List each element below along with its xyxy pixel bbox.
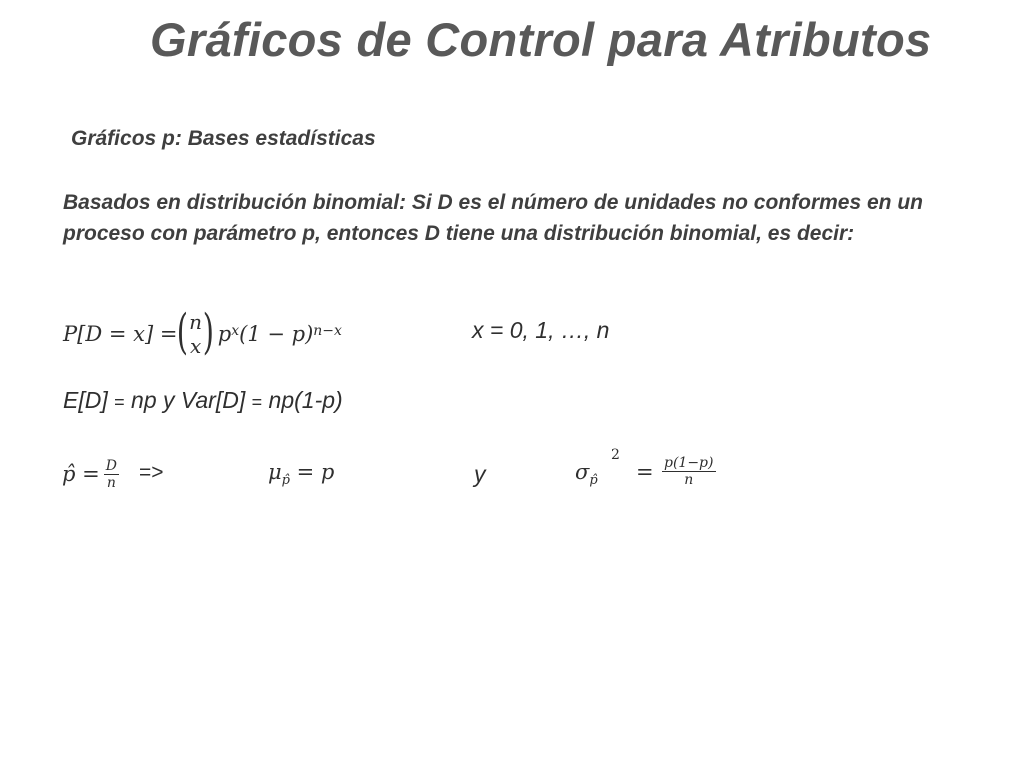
mu-symbol: μ [268,460,282,484]
p-exponent: x [231,323,240,339]
binomial-bottom: x [189,334,202,358]
variance-denominator: n [684,472,694,488]
expectation-equals: = [114,392,125,412]
phat-numerator: D [105,457,117,474]
variance-fraction-inner [662,455,716,488]
expectation-lhs: E[D] [63,387,108,413]
slide-subtitle: Gráficos p: Bases estadísticas [71,127,376,150]
binomial-coefficient [189,310,202,358]
sigma-phat [575,460,598,488]
binomial-formula [63,306,342,362]
sigma-symbol: σ [575,460,590,484]
sigma-exponent: 2 [611,447,620,463]
mean-phat [268,460,335,488]
expectation-rhs: np y Var[D] [131,387,246,413]
p-term: p [217,322,232,346]
variance-rhs: np(1-p) [268,387,343,413]
sigma-subscript: p̂ [589,473,598,488]
phat-denominator: n [106,474,116,491]
expectation-variance [63,387,343,414]
variance-equals: = [251,392,263,412]
right-paren: ) [202,304,215,360]
binomial-top: n [189,310,203,334]
q-exponent: n−x [313,323,342,339]
sigma-equals: = [636,460,654,484]
phat-fraction [104,458,119,491]
mu-subscript: p̂ [281,473,290,488]
variance-fraction [658,452,716,488]
binomial-lhs: P[D = x] = [63,322,178,346]
mu-rhs: = p [289,460,335,484]
variance-numerator: p(1−p) [664,455,714,471]
phat-definition [62,450,119,498]
phat-lhs: p̂ = [62,462,100,486]
slide-title: Gráficos de Control para Atributos [150,13,932,66]
left-paren: ( [177,304,189,360]
binomial-description: Basados en distribución binomial: Si D es el número de unidades no conformes en un proceso con parámetro p, entonces D tiene una distribución binomial, es decir: [63,191,923,245]
conjunction-y: y [474,461,486,487]
q-term: (1 − p) [239,322,314,346]
x-range: x = 0, 1, …, n [472,317,610,343]
implies-arrow: => [139,461,164,484]
